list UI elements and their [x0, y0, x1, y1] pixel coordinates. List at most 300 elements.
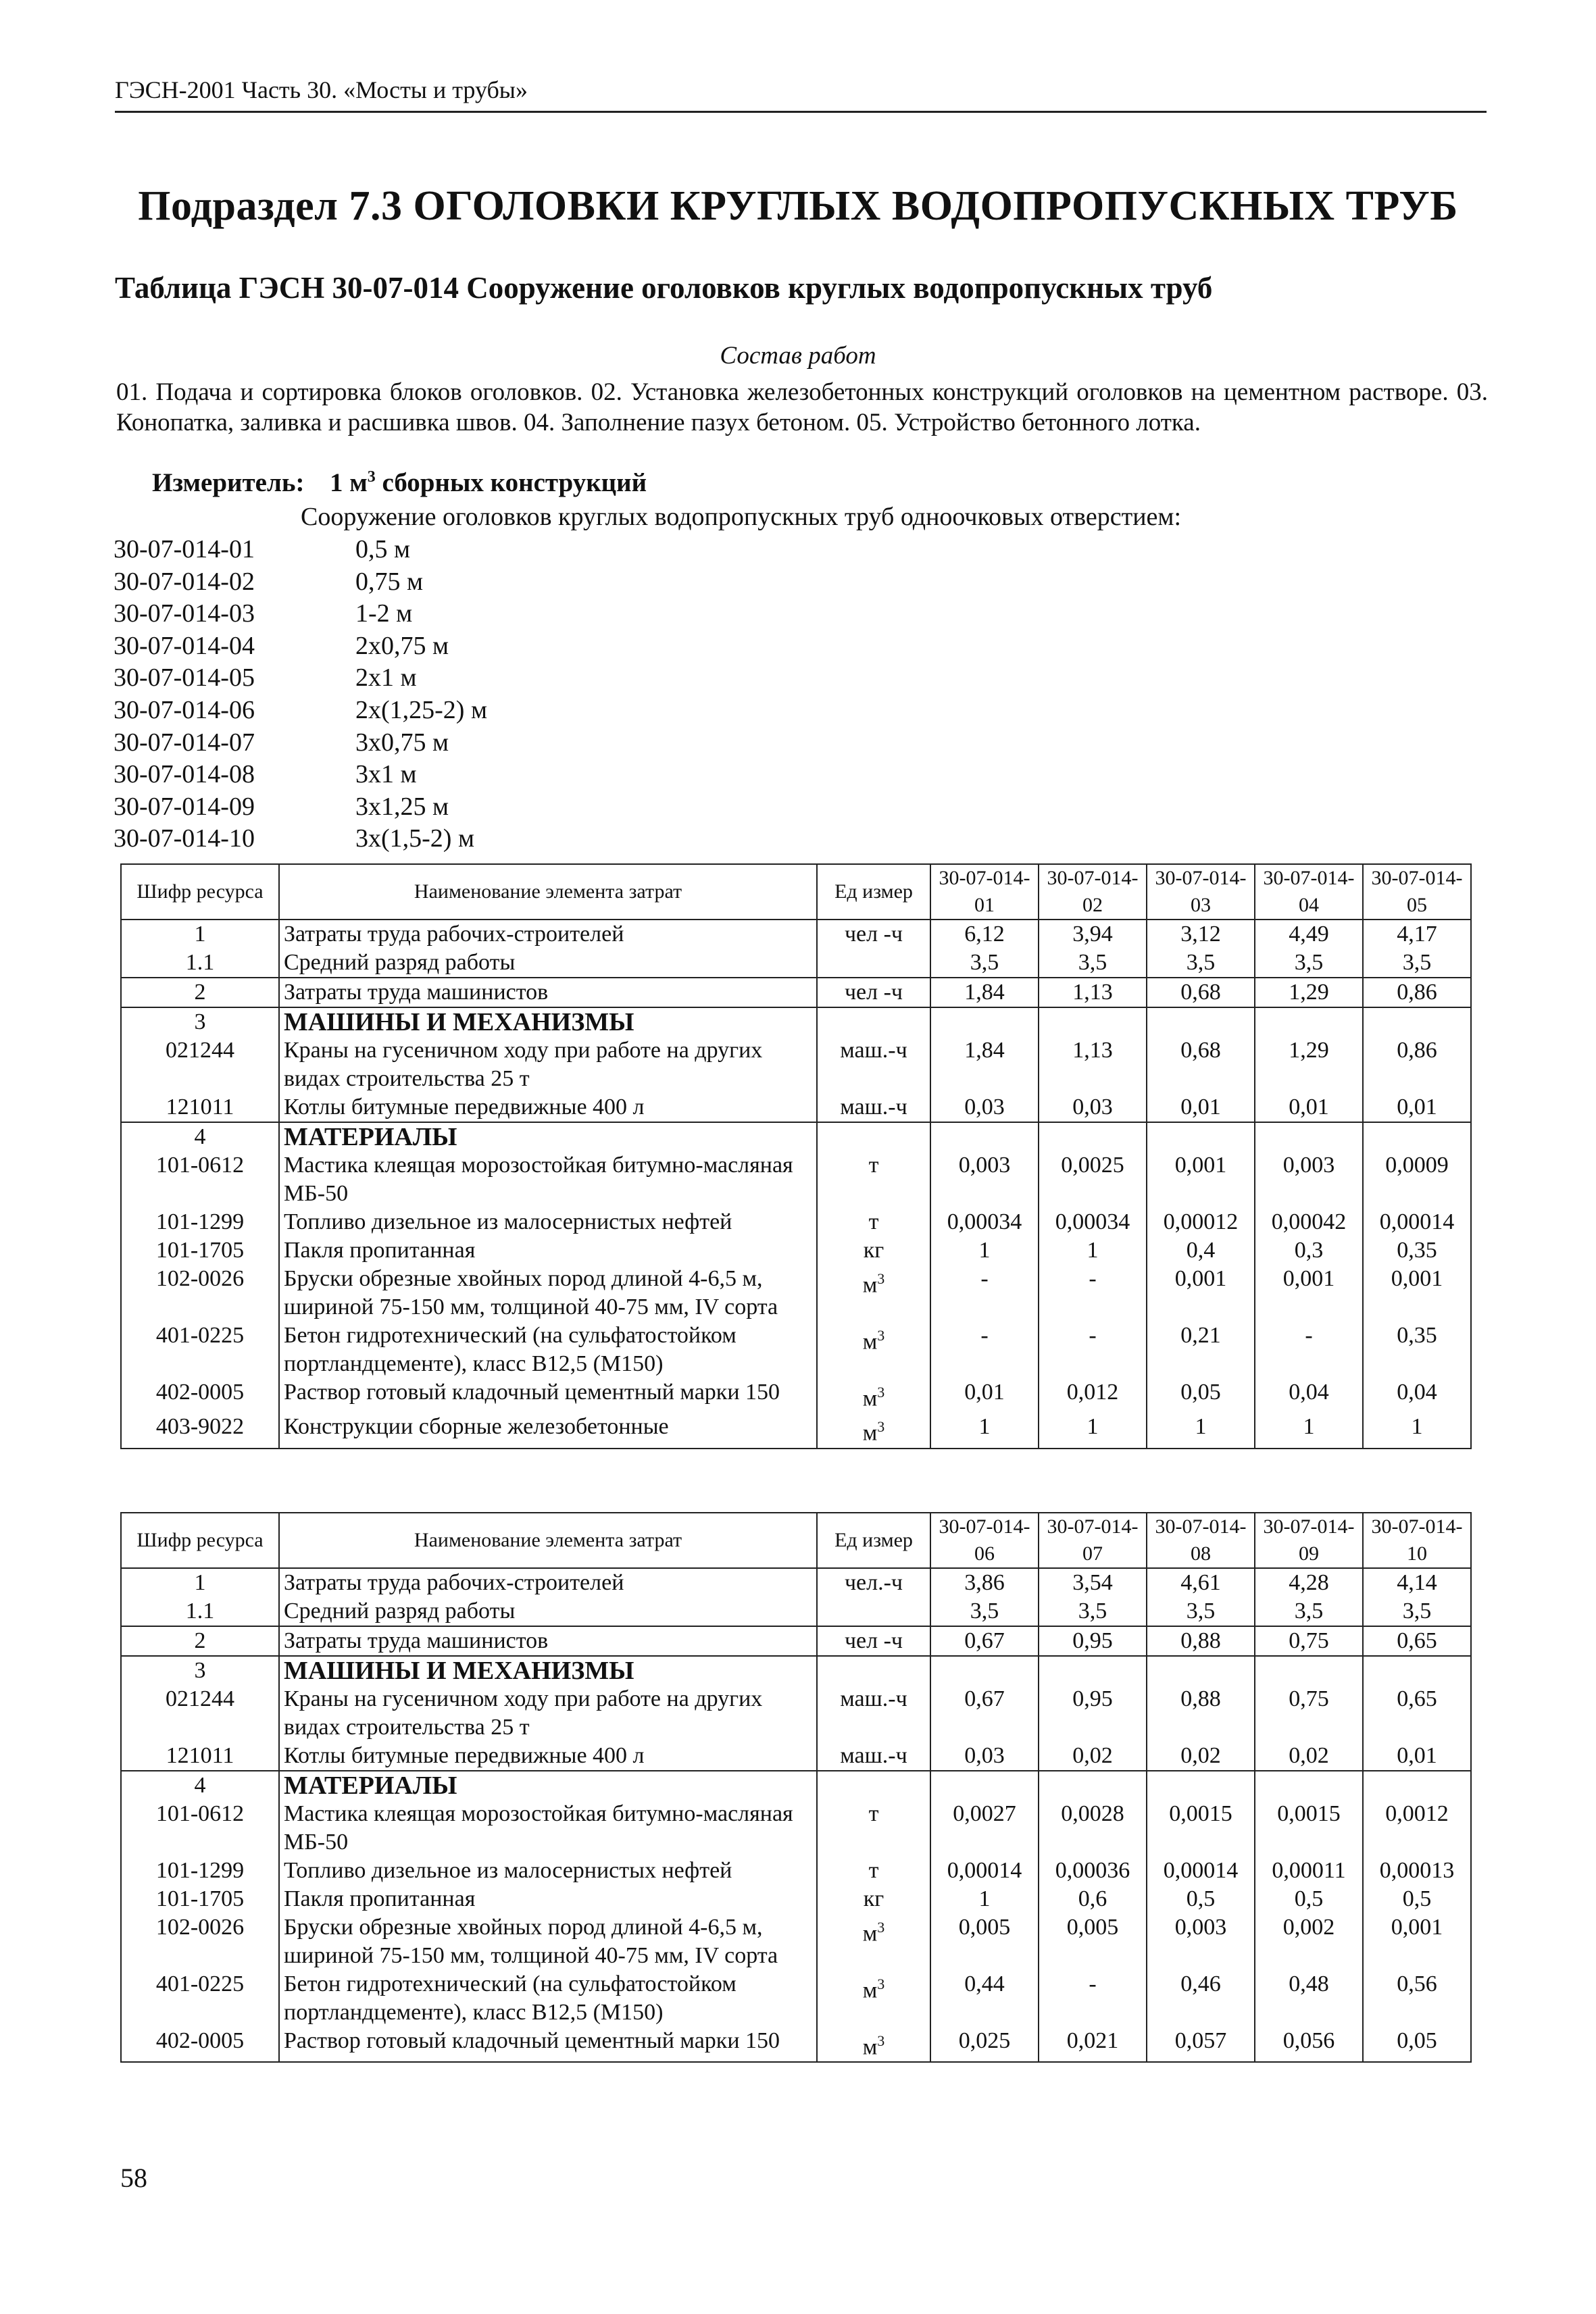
cell-code: 3	[121, 1656, 279, 1685]
cell-value: 0,46	[1147, 1970, 1255, 2027]
cell-unit: маш.-ч	[817, 1742, 930, 1771]
cell-code: 3	[121, 1007, 279, 1036]
cell-unit: $м^3$	[817, 2027, 930, 2062]
composition-text: 01. Подача и сортировка блоков оголовков. 02. Установка железобетонных конструкций оголовков на цементном растворе. 03. Конопатка, заливка и расшивка швов. 04. Заполнение пазух бетоном. 05. Устройство бетонного лотка.	[116, 378, 1488, 436]
table-row	[121, 920, 1471, 949]
table-row	[121, 1597, 1471, 1626]
cell-value	[1039, 1656, 1147, 1685]
cell-value: 0,5	[1255, 1885, 1363, 1913]
cell-unit: $м^3$	[817, 1322, 930, 1378]
cell-value	[1363, 1771, 1471, 1800]
variant-item	[114, 823, 626, 855]
cell-name: Котлы битумные передвижные 400 л	[279, 1742, 817, 1771]
cell-value: 0,02	[1255, 1742, 1363, 1771]
cell-name: Бетон гидротехнический (на сульфатостойком портландцементе), класс В12,5 (М150)	[279, 1970, 817, 2027]
cell-value: 0,00014	[1147, 1857, 1255, 1885]
cell-unit: чел -ч	[817, 1626, 930, 1656]
cell-value: 0,0015	[1147, 1800, 1255, 1857]
cell-value: 3,5	[930, 949, 1039, 978]
composition-heading: Состав работ	[720, 342, 876, 370]
table-row	[121, 1236, 1471, 1265]
variant-size: 0,75 м	[355, 567, 424, 596]
variant-code: 30-07-014-03	[114, 599, 255, 628]
cell-value: -	[1255, 1322, 1363, 1378]
variant-size: 2х1 м	[355, 663, 417, 693]
cell-code: 101-1705	[121, 1236, 279, 1265]
table-row	[121, 1913, 1471, 1970]
cell-unit: $м^3$	[817, 1265, 930, 1322]
cell-value: 0,00013	[1363, 1857, 1471, 1885]
meter-value-sup: 3	[367, 468, 376, 486]
cell-value: 0,00034	[1039, 1208, 1147, 1236]
variants-subtitle: Сооружение оголовков круглых водопропускных труб одноочковых отверстием:	[301, 503, 1182, 531]
variant-code: 30-07-014-06	[114, 695, 255, 724]
cell-value	[1039, 1122, 1147, 1151]
cell-code: 1	[121, 920, 279, 949]
cell-value: 1,13	[1039, 978, 1147, 1007]
cell-unit: чел -ч	[817, 920, 930, 949]
cell-value: 0,02	[1147, 1742, 1255, 1771]
header-col-5: 30-07-014-05	[1363, 864, 1471, 920]
cell-unit	[817, 1771, 930, 1800]
cell-value: 4,17	[1363, 920, 1471, 949]
variants-list	[114, 534, 626, 855]
cell-unit	[817, 1007, 930, 1036]
variant-size: 3х(1,5-2) м	[355, 824, 475, 853]
variant-size: 3х1,25 м	[355, 792, 449, 821]
cell-value	[1039, 1007, 1147, 1036]
cell-code: 102-0026	[121, 1265, 279, 1322]
cell-value: 0,012	[1039, 1378, 1147, 1413]
cell-value: 0,00014	[930, 1857, 1039, 1885]
cell-value: 0,0027	[930, 1800, 1039, 1857]
cell-value: 4,61	[1147, 1568, 1255, 1597]
cell-code: 021244	[121, 1685, 279, 1742]
cell-unit: чел.-ч	[817, 1568, 930, 1597]
table-row	[121, 1771, 1471, 1800]
cell-name: МАШИНЫ И МЕХАНИЗМЫ	[279, 1656, 817, 1685]
cell-value: 0,3	[1255, 1236, 1363, 1265]
cell-value: 0,67	[930, 1685, 1039, 1742]
cell-value: 0,05	[1147, 1378, 1255, 1413]
variant-code: 30-07-014-08	[114, 760, 255, 789]
cell-value: 1	[930, 1885, 1039, 1913]
cell-unit: маш.-ч	[817, 1036, 930, 1093]
cell-value	[930, 1122, 1039, 1151]
cell-code: 1.1	[121, 949, 279, 978]
variant-code: 30-07-014-01	[114, 535, 255, 563]
meter-value-suffix: сборных конструкций	[375, 468, 647, 497]
cell-value: 0,88	[1147, 1685, 1255, 1742]
cell-code: 2	[121, 978, 279, 1007]
cell-unit: $м^3$	[817, 1413, 930, 1448]
cell-name: Мастика клеящая морозостойкая битумно-масляная МБ-50	[279, 1800, 817, 1857]
cell-name: Краны на гусеничном ходу при работе на других видах строительства 25 т	[279, 1036, 817, 1093]
cell-value	[930, 1771, 1039, 1800]
table-row	[121, 1265, 1471, 1322]
cell-value: 1	[1147, 1413, 1255, 1448]
cell-value: 0,003	[1255, 1151, 1363, 1208]
table-row	[121, 949, 1471, 978]
cell-value: 3,54	[1039, 1568, 1147, 1597]
cell-value: 0,00014	[1363, 1208, 1471, 1236]
table-header-row	[121, 1513, 1471, 1568]
cell-unit	[817, 1656, 930, 1685]
cell-value: 0,75	[1255, 1685, 1363, 1742]
header-col-1: 30-07-014-01	[930, 864, 1039, 920]
cell-value: 0,0028	[1039, 1800, 1147, 1857]
meter-label: Измеритель:	[152, 468, 305, 497]
cell-value: 0,6	[1039, 1885, 1147, 1913]
cell-name: Раствор готовый кладочный цементный марки 150	[279, 1378, 817, 1413]
variant-code: 30-07-014-02	[114, 567, 255, 596]
cell-value: 0,056	[1255, 2027, 1363, 2062]
cell-value	[1255, 1656, 1363, 1685]
cell-value: 0,005	[1039, 1913, 1147, 1970]
cell-value: 0,86	[1363, 978, 1471, 1007]
cell-value: 0,95	[1039, 1626, 1147, 1656]
meter-value-prefix: 1 м	[329, 468, 368, 497]
cell-value: 0,86	[1363, 1036, 1471, 1093]
cell-unit: маш.-ч	[817, 1685, 930, 1742]
table-row	[121, 1685, 1471, 1742]
cell-unit	[817, 949, 930, 978]
cell-name: Средний разряд работы	[279, 1597, 817, 1626]
cell-value: 0,0009	[1363, 1151, 1471, 1208]
cell-name: Затраты труда машинистов	[279, 1626, 817, 1656]
cell-value: -	[1039, 1970, 1147, 2027]
cell-value: 1,13	[1039, 1036, 1147, 1093]
header-col-2: 30-07-014-07	[1039, 1513, 1147, 1568]
cell-value: -	[1039, 1265, 1147, 1322]
variant-code: 30-07-014-04	[114, 631, 255, 660]
cell-name: МАТЕРИАЛЫ	[279, 1771, 817, 1800]
cell-name: Пакля пропитанная	[279, 1885, 817, 1913]
cell-name: Краны на гусеничном ходу при работе на других видах строительства 25 т	[279, 1685, 817, 1742]
cell-value: 0,003	[930, 1151, 1039, 1208]
cell-value: -	[930, 1322, 1039, 1378]
cell-value: 0,03	[930, 1742, 1039, 1771]
cell-code: 1.1	[121, 1597, 279, 1626]
cell-value	[1255, 1122, 1363, 1151]
cell-name: Бруски обрезные хвойных пород длиной 4-6,5 м, шириной 75-150 мм, толщиной 40-75 мм, IV сорта	[279, 1913, 817, 1970]
header-name: Наименование элемента затрат	[279, 1513, 817, 1568]
cell-value	[1039, 1771, 1147, 1800]
cell-value: 0,04	[1363, 1378, 1471, 1413]
cell-unit: т	[817, 1800, 930, 1857]
cell-code: 401-0225	[121, 1322, 279, 1378]
cost-table-1	[120, 863, 1472, 1449]
cell-value: 0,65	[1363, 1626, 1471, 1656]
cell-value: 3,5	[1039, 1597, 1147, 1626]
cell-value: 0,00036	[1039, 1857, 1147, 1885]
cell-value: 4,28	[1255, 1568, 1363, 1597]
cell-code: 121011	[121, 1742, 279, 1771]
variant-size: 3х0,75 м	[355, 728, 449, 757]
cell-value: 0,67	[930, 1626, 1039, 1656]
cell-value: 3,86	[930, 1568, 1039, 1597]
table-row	[121, 1322, 1471, 1378]
table-row	[121, 2027, 1471, 2062]
variant-code: 30-07-014-10	[114, 824, 255, 853]
cell-name: Мастика клеящая морозостойкая битумно-масляная МБ-50	[279, 1151, 817, 1208]
cell-unit: $м^3$	[817, 1378, 930, 1413]
cost-table-2	[120, 1512, 1472, 2063]
cell-code: 4	[121, 1122, 279, 1151]
cell-unit	[817, 1597, 930, 1626]
cell-name: Затраты труда машинистов	[279, 978, 817, 1007]
cell-code: 101-0612	[121, 1151, 279, 1208]
cell-value: 4,14	[1363, 1568, 1471, 1597]
cell-value: 3,12	[1147, 920, 1255, 949]
cell-code: 402-0005	[121, 2027, 279, 2062]
cell-code: 101-0612	[121, 1800, 279, 1857]
table-row	[121, 1885, 1471, 1913]
cell-value: 3,5	[1363, 1597, 1471, 1626]
header-code: Шифр ресурса	[121, 864, 279, 920]
cell-value	[1147, 1771, 1255, 1800]
section-title: Подраздел 7.3 ОГОЛОВКИ КРУГЛЫХ ВОДОПРОПУСКНЫХ ТРУБ	[138, 183, 1458, 229]
table-row	[121, 1413, 1471, 1448]
cell-value	[1363, 1007, 1471, 1036]
cell-code: 401-0225	[121, 1970, 279, 2027]
cell-value: 0,21	[1147, 1322, 1255, 1378]
table-row	[121, 1036, 1471, 1093]
cell-value: 4,49	[1255, 920, 1363, 949]
cell-name: Бруски обрезные хвойных пород длиной 4-6,5 м, шириной 75-150 мм, толщиной 40-75 мм, IV сорта	[279, 1265, 817, 1322]
cell-name: Котлы битумные передвижные 400 л	[279, 1093, 817, 1122]
cell-value: 0,01	[930, 1378, 1039, 1413]
running-header: ГЭСН-2001 Часть 30. «Мосты и трубы»	[115, 76, 1487, 113]
cell-name: Средний разряд работы	[279, 949, 817, 978]
cell-value: 3,5	[930, 1597, 1039, 1626]
cell-value: 1	[1039, 1236, 1147, 1265]
cell-value	[1363, 1656, 1471, 1685]
cell-value: 0,75	[1255, 1626, 1363, 1656]
cell-value: 3,5	[1255, 949, 1363, 978]
cell-value: 0,01	[1255, 1093, 1363, 1122]
variant-item	[114, 630, 626, 663]
table-row	[121, 1378, 1471, 1413]
cell-value	[1255, 1771, 1363, 1800]
cell-value: 0,05	[1363, 2027, 1471, 2062]
cell-value: 0,003	[1147, 1913, 1255, 1970]
cell-value: 0,0012	[1363, 1800, 1471, 1857]
cell-code: 121011	[121, 1093, 279, 1122]
cell-name: Конструкции сборные железобетонные	[279, 1413, 817, 1448]
variant-size: 0,5 м	[355, 535, 411, 563]
variant-item	[114, 695, 626, 727]
cell-name: Пакля пропитанная	[279, 1236, 817, 1265]
variant-item	[114, 791, 626, 824]
cell-code: 1	[121, 1568, 279, 1597]
cell-value: 3,5	[1147, 949, 1255, 978]
header-col-4: 30-07-014-04	[1255, 864, 1363, 920]
table-row	[121, 978, 1471, 1007]
cell-unit: маш.-ч	[817, 1093, 930, 1122]
variant-size: 2х0,75 м	[355, 631, 449, 660]
cell-name: Топливо дизельное из малосернистых нефтей	[279, 1857, 817, 1885]
table-row	[121, 1742, 1471, 1771]
cell-value: 3,5	[1147, 1597, 1255, 1626]
table-row	[121, 1007, 1471, 1036]
cell-value: 0,95	[1039, 1685, 1147, 1742]
cell-unit	[817, 1122, 930, 1151]
cell-value: 0,00034	[930, 1208, 1039, 1236]
table-header-row	[121, 864, 1471, 920]
table-row	[121, 1857, 1471, 1885]
cell-code: 402-0005	[121, 1378, 279, 1413]
cell-value: 0,01	[1147, 1093, 1255, 1122]
cell-value: 1	[1363, 1413, 1471, 1448]
cell-value: 3,5	[1039, 949, 1147, 978]
variant-code: 30-07-014-09	[114, 792, 255, 821]
cell-name: МАТЕРИАЛЫ	[279, 1122, 817, 1151]
cell-value: 0,00011	[1255, 1857, 1363, 1885]
cell-value	[1147, 1122, 1255, 1151]
meter	[152, 468, 647, 498]
cell-value: 0,03	[1039, 1093, 1147, 1122]
cell-value: -	[930, 1265, 1039, 1322]
cell-name: Топливо дизельное из малосернистых нефтей	[279, 1208, 817, 1236]
cell-value: 1,29	[1255, 978, 1363, 1007]
variant-size: 2х(1,25-2) м	[355, 695, 488, 724]
cell-value	[930, 1007, 1039, 1036]
header-col-5: 30-07-014-10	[1363, 1513, 1471, 1568]
cell-value: 0,03	[930, 1093, 1039, 1122]
table-row	[121, 1151, 1471, 1208]
cell-value: 1	[1039, 1413, 1147, 1448]
cell-value	[1147, 1007, 1255, 1036]
header-unit: Ед измер	[817, 1513, 930, 1568]
header-name: Наименование элемента затрат	[279, 864, 817, 920]
cell-value: 0,04	[1255, 1378, 1363, 1413]
cell-value: 1,29	[1255, 1036, 1363, 1093]
page-number: 58	[120, 2163, 147, 2193]
variant-item	[114, 662, 626, 695]
table-row	[121, 1656, 1471, 1685]
variant-item	[114, 598, 626, 630]
cell-value: 1	[930, 1236, 1039, 1265]
cell-code: 4	[121, 1771, 279, 1800]
cell-name: Затраты труда рабочих-строителей	[279, 1568, 817, 1597]
cell-value: 0,68	[1147, 978, 1255, 1007]
table-title: Таблица ГЭСН 30-07-014 Сооружение оголовков круглых водопропускных труб	[115, 271, 1213, 305]
cell-value: 0,5	[1147, 1885, 1255, 1913]
header-col-1: 30-07-014-06	[930, 1513, 1039, 1568]
cell-value	[930, 1656, 1039, 1685]
cell-value: 0,5	[1363, 1885, 1471, 1913]
variant-item	[114, 727, 626, 759]
cell-unit: кг	[817, 1885, 930, 1913]
cell-code: 021244	[121, 1036, 279, 1093]
cell-name: Бетон гидротехнический (на сульфатостойком портландцементе), класс В12,5 (М150)	[279, 1322, 817, 1378]
cell-unit: т	[817, 1208, 930, 1236]
cell-code: 2	[121, 1626, 279, 1656]
cell-value: -	[1039, 1322, 1147, 1378]
cell-unit: чел -ч	[817, 978, 930, 1007]
variant-code: 30-07-014-05	[114, 663, 255, 693]
cell-value: 1	[1255, 1413, 1363, 1448]
cell-value: 0,01	[1363, 1093, 1471, 1122]
variant-item	[114, 566, 626, 599]
cell-value: 1,84	[930, 978, 1039, 1007]
cell-unit: $м^3$	[817, 1970, 930, 2027]
cell-value: 0,00042	[1255, 1208, 1363, 1236]
cell-unit: кг	[817, 1236, 930, 1265]
cell-value: 0,68	[1147, 1036, 1255, 1093]
variant-code: 30-07-014-07	[114, 728, 255, 757]
cell-value: 6,12	[930, 920, 1039, 949]
cell-value	[1363, 1122, 1471, 1151]
cell-value: 0,025	[930, 2027, 1039, 2062]
header-col-3: 30-07-014-03	[1147, 864, 1255, 920]
cell-value: 0,02	[1039, 1742, 1147, 1771]
cell-value: 0,001	[1363, 1265, 1471, 1322]
table-row	[121, 1093, 1471, 1122]
cell-value: 0,01	[1363, 1742, 1471, 1771]
cell-value: 1,84	[930, 1036, 1039, 1093]
variant-item	[114, 759, 626, 791]
cell-value: 0,005	[930, 1913, 1039, 1970]
cell-value: 3,94	[1039, 920, 1147, 949]
cell-value: 0,0015	[1255, 1800, 1363, 1857]
cell-value	[1147, 1656, 1255, 1685]
cell-name: Затраты труда рабочих-строителей	[279, 920, 817, 949]
cell-value: 0,56	[1363, 1970, 1471, 2027]
table-row	[121, 1626, 1471, 1656]
cell-value: 0,44	[930, 1970, 1039, 2027]
header-unit: Ед измер	[817, 864, 930, 920]
table-row	[121, 1122, 1471, 1151]
cell-code: 101-1705	[121, 1885, 279, 1913]
cell-value	[1255, 1007, 1363, 1036]
cell-value: 3,5	[1363, 949, 1471, 978]
cell-value: 0,00012	[1147, 1208, 1255, 1236]
cell-unit: т	[817, 1151, 930, 1208]
cell-value: 1	[930, 1413, 1039, 1448]
cell-value: 0,001	[1147, 1151, 1255, 1208]
cell-value: 0,057	[1147, 2027, 1255, 2062]
table-row	[121, 1568, 1471, 1597]
cell-code: 102-0026	[121, 1913, 279, 1970]
cell-value: 3,5	[1255, 1597, 1363, 1626]
cell-name: МАШИНЫ И МЕХАНИЗМЫ	[279, 1007, 817, 1036]
table-row	[121, 1800, 1471, 1857]
cell-value: 0,001	[1147, 1265, 1255, 1322]
variant-size: 3х1 м	[355, 760, 417, 789]
variant-item	[114, 534, 626, 566]
cell-unit: $м^3$	[817, 1913, 930, 1970]
cell-value: 0,65	[1363, 1685, 1471, 1742]
cell-code: 403-9022	[121, 1413, 279, 1448]
cell-value: 0,88	[1147, 1626, 1255, 1656]
cell-value: 0,001	[1255, 1265, 1363, 1322]
cell-value: 0,35	[1363, 1322, 1471, 1378]
cell-value: 0,35	[1363, 1236, 1471, 1265]
header-col-4: 30-07-014-09	[1255, 1513, 1363, 1568]
cell-code: 101-1299	[121, 1208, 279, 1236]
cell-name: Раствор готовый кладочный цементный марки 150	[279, 2027, 817, 2062]
cell-value: 0,4	[1147, 1236, 1255, 1265]
cell-value: 0,0025	[1039, 1151, 1147, 1208]
header-code: Шифр ресурса	[121, 1513, 279, 1568]
variant-size: 1-2 м	[355, 599, 413, 628]
cell-value: 0,48	[1255, 1970, 1363, 2027]
table-row	[121, 1208, 1471, 1236]
cell-value: 0,001	[1363, 1913, 1471, 1970]
table-row	[121, 1970, 1471, 2027]
